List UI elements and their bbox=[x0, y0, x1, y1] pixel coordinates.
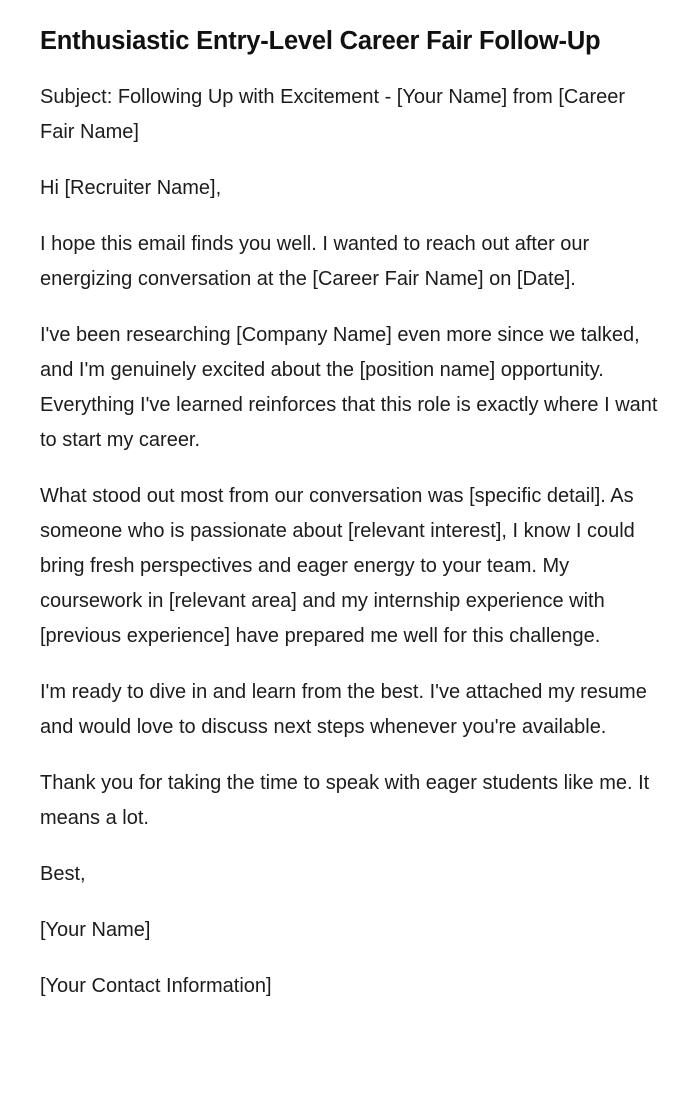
paragraph-subject: Subject: Following Up with Excitement - [Your Name] from [Career Fair Name] bbox=[40, 85, 631, 143]
paragraph-sender-name: [Your Name] bbox=[40, 918, 151, 941]
paragraph-contact-info: [Your Contact Information] bbox=[40, 974, 272, 997]
paragraph-thanks: Thank you for taking the time to speak with eager students like me. It means a lot. bbox=[40, 771, 655, 829]
document-body bbox=[40, 80, 664, 1004]
paragraph-research: I've been researching [Company Name] even more since we talked, and I'm genuinely excited about the [position name] opportunity. Everything I've learned reinforces that this role is exactly where I want to start my career. bbox=[40, 323, 664, 451]
paragraph-opening: I hope this email finds you well. I wanted to reach out after our energizing conversation at the [Career Fair Name] on [Date]. bbox=[40, 232, 595, 290]
paragraph-signoff: Best, bbox=[40, 862, 86, 885]
paragraph-highlights: What stood out most from our conversation was [specific detail]. As someone who is passionate about [relevant interest], I know I could bring fresh perspectives and eager energy to your team. My coursework in [relevant area] and my internship experience with [previous experience] have prepared me well for this challenge. bbox=[40, 484, 641, 647]
paragraph-call-to-action: I'm ready to dive in and learn from the best. I've attached my resume and would love to discuss next steps whenever you're available. bbox=[40, 680, 653, 738]
page-title: Enthusiastic Entry-Level Career Fair Follow-Up bbox=[40, 27, 601, 55]
paragraph-greeting: Hi [Recruiter Name], bbox=[40, 176, 222, 199]
